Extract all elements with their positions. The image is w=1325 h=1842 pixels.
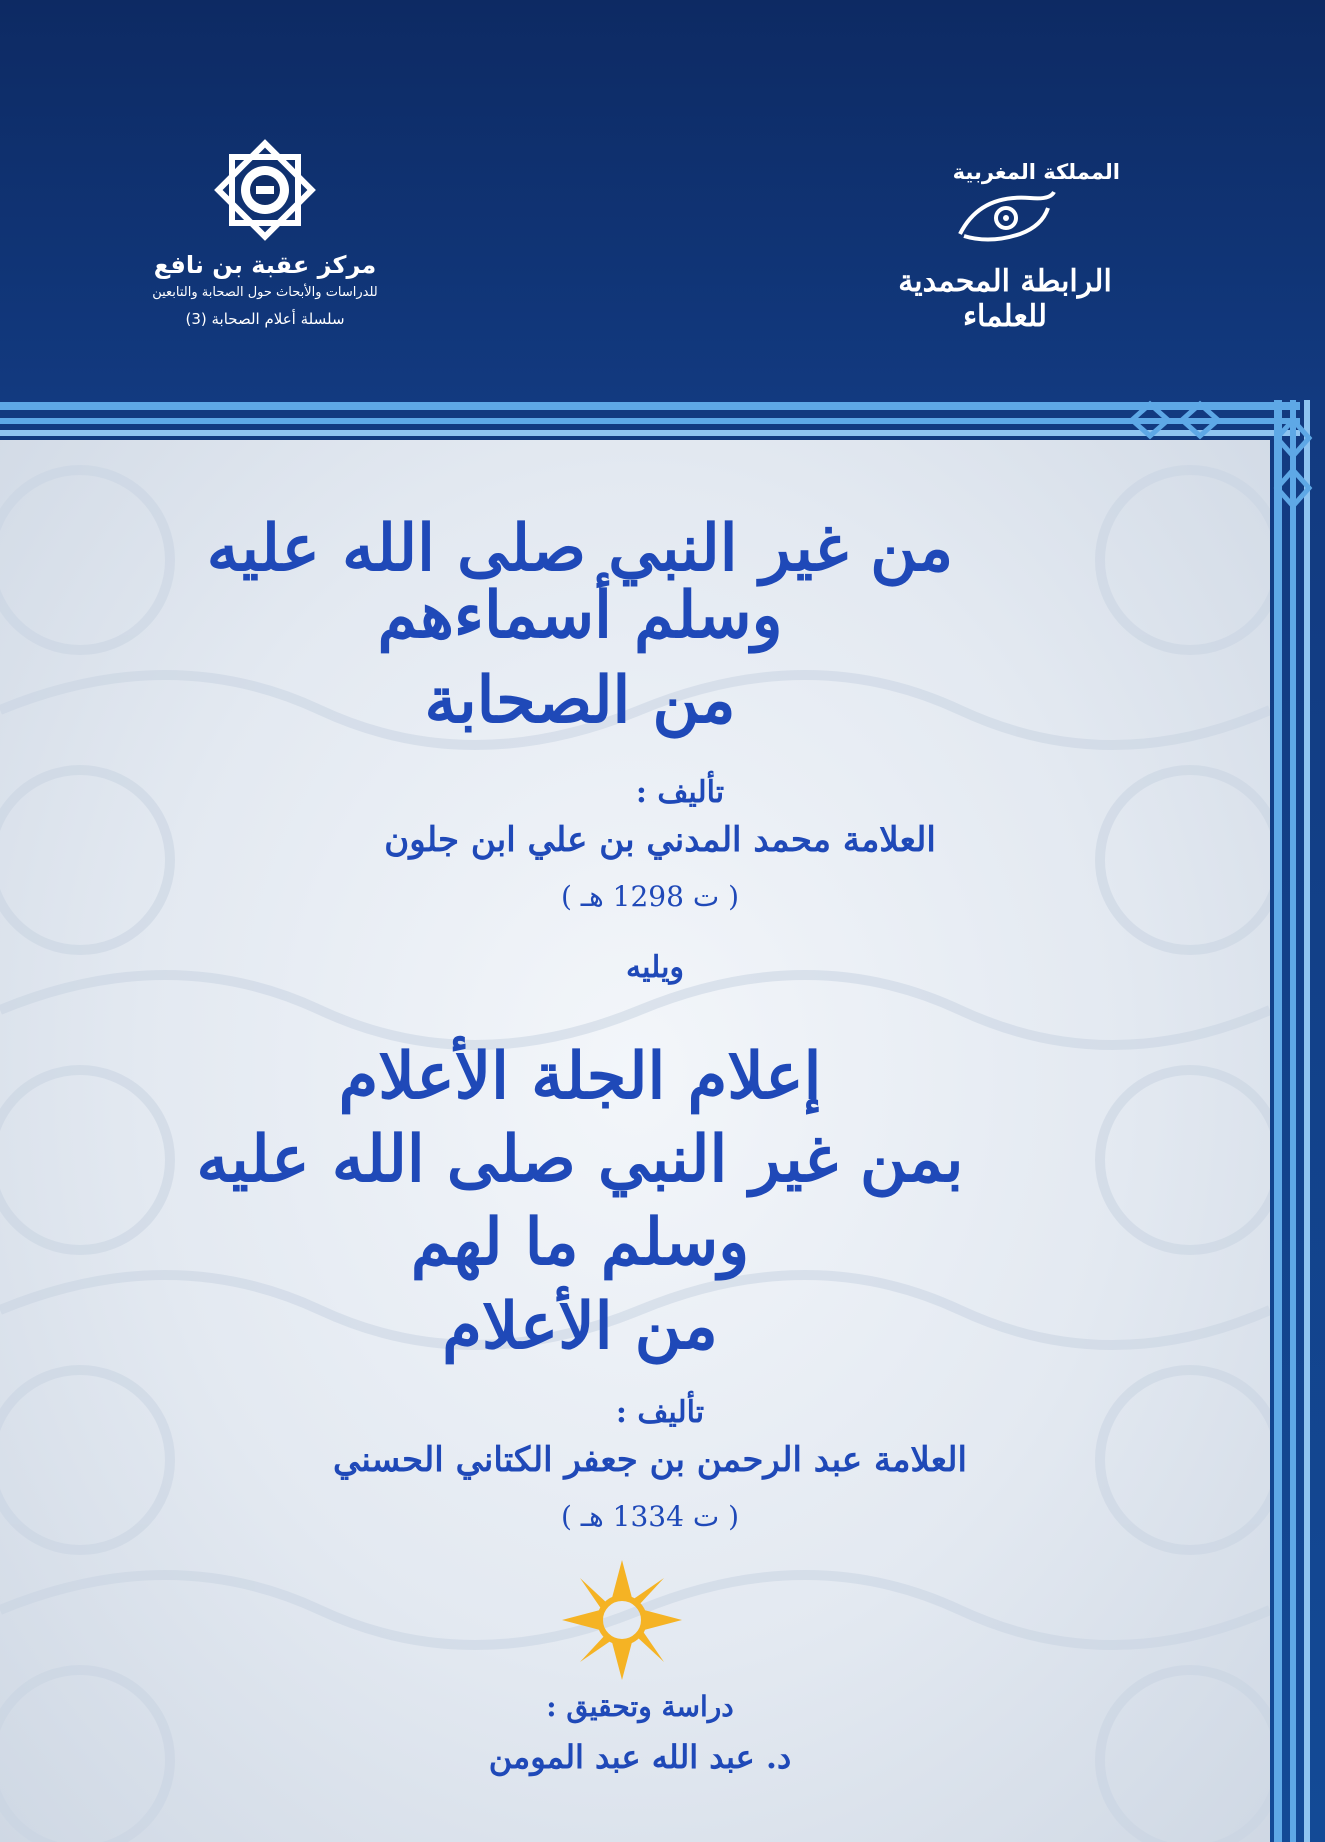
book1-authorship-label: تأليف : — [635, 775, 725, 810]
book1-death-date: ( ت 1298 هـ ) — [560, 880, 740, 913]
quill-eye-logo-icon — [950, 184, 1060, 254]
book2-death-date: ( ت 1334 هـ ) — [560, 1500, 740, 1533]
book1-title — [150, 511, 1010, 739]
book2-title-line3: من الأعلام — [442, 1288, 718, 1364]
editor-name: د. عبد الله عبد المومن — [488, 1738, 792, 1776]
book1-title-line1: من غير النبي صلى الله عليه وسلم أسماءهم — [206, 511, 954, 654]
left-organization-block — [110, 135, 420, 328]
octagram-emblem-icon — [210, 135, 320, 245]
right-geometric-border — [1270, 400, 1325, 1842]
book2-author: العلامة عبد الرحمن بن جعفر الكتاني الحسني — [333, 1440, 967, 1480]
kingdom-label: المملكة المغربية — [952, 160, 1120, 184]
book2-title-line1: إعلام الجلة الأعلام — [338, 1039, 822, 1114]
book1-title-line2: من الصحابة — [424, 663, 736, 739]
right-organization-block — [860, 160, 1150, 334]
book2-title — [150, 1035, 1010, 1368]
league-name: الرابطة المحمدية للعلماء — [898, 264, 1112, 334]
connector-text: ويليه — [626, 950, 684, 985]
book2-title-line2: بمن غير النبي صلى الله عليه وسلم ما لهم — [196, 1122, 964, 1281]
top-geometric-border — [0, 400, 1300, 440]
left-org-name: مركز عقبة بن نافع — [153, 251, 377, 279]
gold-star-ornament-icon — [562, 1560, 682, 1680]
series-label: سلسلة أعلام الصحابة (3) — [185, 310, 345, 328]
left-org-subtitle: للدراسات والأبحاث حول الصحابة والتابعين — [152, 285, 378, 300]
study-label: دراسة وتحقيق : — [546, 1690, 734, 1723]
book1-author: العلامة محمد المدني بن علي ابن جلون — [384, 820, 936, 860]
book2-authorship-label: تأليف : — [615, 1395, 705, 1430]
